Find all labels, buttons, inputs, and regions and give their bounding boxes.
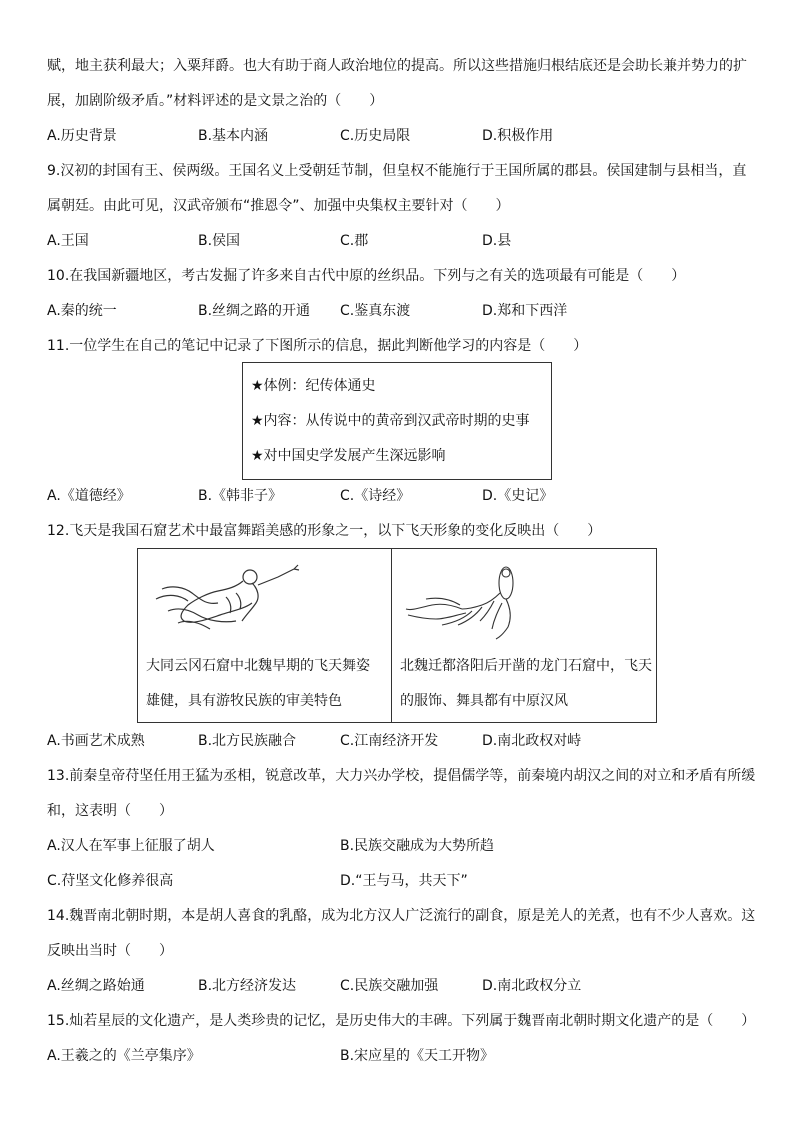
yungang-flying-apsara-image [148,559,308,637]
q11-option-d: D.《史记》 [482,488,554,504]
q9-option-b: B.侯国 [198,233,241,249]
q12-option-d: D.南北政权对峙 [482,733,582,749]
q9-stem-line-1: 9.汉初的封国有王、侯两级。王国名义上受朝廷节制，但皇权不能施行于王国所属的郡县。侯国建制与县相当，直 [47,163,747,179]
q10-option-a: A.秦的统一 [47,303,117,319]
q15-stem: 15.灿若星辰的文化遗产，是人类珍贵的记忆，是历史伟大的丰碑。下列属于魏晋南北朝时期文化遗产的是（ ） [47,1013,756,1029]
q13-option-b: B.民族交融成为大势所趋 [340,838,495,854]
q13-stem-line-2: 和，这表明（ ） [47,803,173,819]
q9-option-a: A.王国 [47,233,89,249]
q12-option-b: B.北方民族融合 [198,733,297,749]
q12-stem: 12.飞天是我国石窟艺术中最富舞蹈美感的形象之一，以下飞天形象的变化反映出（ ） [47,523,602,539]
q11-option-b: B.《韩非子》 [198,488,283,504]
q8-option-d: D.积极作用 [482,128,554,144]
q10-option-b: B.丝绸之路的开通 [198,303,311,319]
q13-stem-line-1: 13.前秦皇帝苻坚任用王猛为丞相，锐意改革，大力兴办学校，提倡儒学等，前秦境内胡汉之间的对立和矛盾有所缓 [47,768,756,784]
q12-cell-longmen [392,549,656,722]
q8-option-b: B.基本内涵 [198,128,269,144]
q14-option-c: C.民族交融加强 [340,978,439,994]
q14-option-d: D.南北政权分立 [482,978,582,994]
q11-option-c: C.《诗经》 [340,488,411,504]
q8-text-line-1: 赋，地主获利最大；入粟拜爵。也大有助于商人政治地位的提高。所以这些措施归根结底还是会助长兼并势力的扩 [47,58,747,74]
q12-comparison-table [137,548,657,723]
q11-option-a: A.《道德经》 [47,488,131,504]
q11-note-influence: ★对中国史学发展产生深远影响 [251,448,446,464]
q14-stem-line-1: 14.魏晋南北朝时期，本是胡人喜食的乳酪，成为北方汉人广泛流行的副食，原是羌人的羌煮，也有不少人喜欢。这 [47,908,756,924]
q8-option-c: C.历史局限 [340,128,411,144]
q12-left-caption-line-2: 雄健，具有游牧民族的审美特色 [146,693,342,709]
q13-option-d: D.“王与马，共天下” [340,873,468,889]
q9-option-c: C.郡 [340,233,369,249]
q12-right-caption-line-2: 的服饰、舞具都有中原汉风 [400,693,568,709]
q15-option-a: A.王羲之的《兰亭集序》 [47,1048,201,1064]
q9-stem-line-2: 属朝廷。由此可见，汉武帝颁布“推恩令”、加强中央集权主要针对（ ） [47,198,510,214]
q11-note-box [242,362,552,480]
q11-note-style: ★体例：纪传体通史 [251,378,376,394]
q10-option-c: C.鉴真东渡 [340,303,411,319]
q12-option-c: C.江南经济开发 [340,733,439,749]
q14-stem-line-2: 反映出当时（ ） [47,943,173,959]
q9-option-d: D.县 [482,233,512,249]
q12-left-caption-line-1: 大同云冈石窟中北魏早期的飞天舞姿 [146,658,370,674]
q15-option-b: B.宋应星的《天工开物》 [340,1048,495,1064]
q12-cell-yungang [138,549,392,722]
q11-stem: 11.一位学生在自己的笔记中记录了下图所示的信息，据此判断他学习的内容是（ ） [47,338,588,354]
q14-option-b: B.北方经济发达 [198,978,297,994]
q13-option-a: A.汉人在军事上征服了胡人 [47,838,215,854]
q13-option-c: C.苻坚文化修养很高 [47,873,174,889]
q8-text-line-2: 展，加剧阶级矛盾。”材料评述的是文景之治的（ ） [47,93,384,109]
q14-option-a: A.丝绸之路始通 [47,978,145,994]
q10-option-d: D.郑和下西洋 [482,303,568,319]
q11-note-content: ★内容：从传说中的黄帝到汉武帝时期的史事 [251,413,530,429]
q10-stem: 10.在我国新疆地区，考古发掘了许多来自古代中原的丝织品。下列与之有关的选项最有可能是（ ） [47,268,686,284]
longmen-flying-apsara-image [402,559,526,641]
q8-option-a: A.历史背景 [47,128,117,144]
q12-option-a: A.书画艺术成熟 [47,733,145,749]
q12-right-caption-line-1: 北魏迁都洛阳后开凿的龙门石窟中，飞天 [400,658,652,674]
